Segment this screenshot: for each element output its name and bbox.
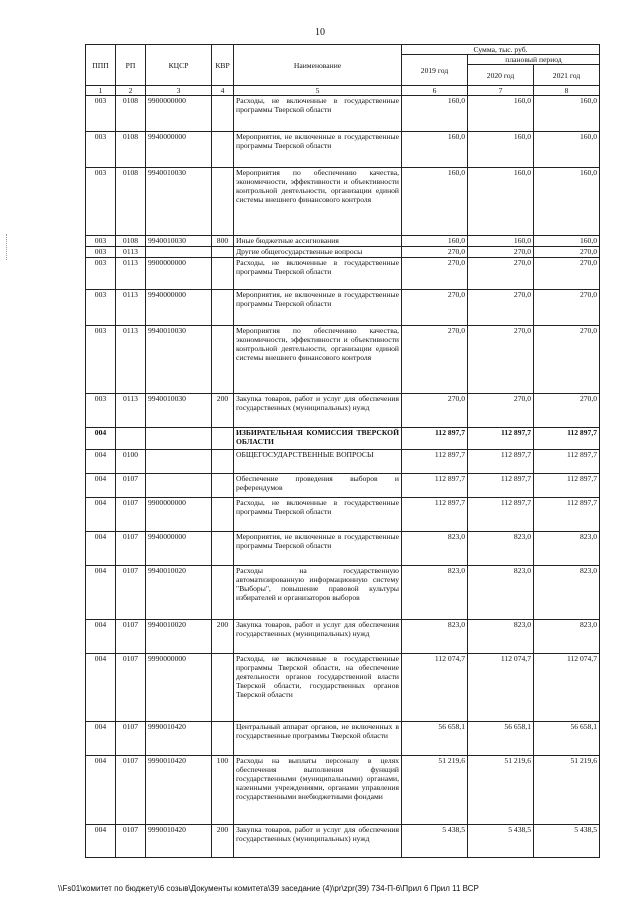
cell-ppp: 004 — [86, 654, 116, 722]
cell-kcsr: 9940010030 — [146, 236, 212, 247]
cell-kvr — [212, 96, 234, 132]
cell-kcsr: 9900000000 — [146, 498, 212, 532]
margin-mark — [6, 234, 8, 260]
cell-kvr — [212, 428, 234, 450]
table-row — [86, 450, 600, 474]
column-number: 6 — [402, 86, 468, 96]
cell-value-2019: 160,0 — [402, 96, 468, 132]
column-number: 2 — [116, 86, 146, 96]
cell-rp: 0108 — [116, 236, 146, 247]
cell-ppp: 004 — [86, 450, 116, 474]
header-kvr: КВР — [212, 45, 234, 86]
column-number: 7 — [468, 86, 534, 96]
cell-kcsr: 9940010020 — [146, 566, 212, 620]
cell-name: Иные бюджетные ассигнования — [234, 236, 402, 247]
table-row — [86, 566, 600, 620]
table-row — [86, 394, 600, 428]
cell-value-2020: 823,0 — [468, 620, 534, 654]
cell-name: Закупка товаров, работ и услуг для обеспечения государственных (муниципальных) нужд — [234, 620, 402, 654]
cell-value-2021: 112 897,7 — [534, 428, 600, 450]
cell-ppp: 004 — [86, 756, 116, 825]
cell-kvr: 200 — [212, 394, 234, 428]
cell-name: Расходы, не включенные в государственные программы Тверской области — [234, 258, 402, 290]
header-plan-period: плановый период — [468, 55, 600, 65]
cell-value-2019: 112 897,7 — [402, 450, 468, 474]
cell-kcsr: 9900000000 — [146, 258, 212, 290]
cell-value-2021: 270,0 — [534, 247, 600, 258]
cell-ppp: 003 — [86, 96, 116, 132]
cell-value-2020: 270,0 — [468, 326, 534, 394]
cell-rp: 0113 — [116, 247, 146, 258]
cell-rp: 0107 — [116, 474, 146, 498]
cell-value-2021: 112 074,7 — [534, 654, 600, 722]
cell-ppp: 004 — [86, 428, 116, 450]
cell-value-2021: 112 897,7 — [534, 474, 600, 498]
cell-kvr — [212, 450, 234, 474]
cell-ppp: 003 — [86, 236, 116, 247]
cell-value-2020: 56 658,1 — [468, 722, 534, 756]
header-year-2020: 2020 год — [468, 65, 534, 86]
cell-value-2019: 270,0 — [402, 326, 468, 394]
table-row — [86, 498, 600, 532]
cell-value-2020: 270,0 — [468, 290, 534, 326]
cell-value-2019: 160,0 — [402, 236, 468, 247]
cell-kcsr: 9940000000 — [146, 132, 212, 168]
cell-ppp: 004 — [86, 498, 116, 532]
column-number: 1 — [86, 86, 116, 96]
cell-value-2019: 270,0 — [402, 394, 468, 428]
cell-value-2019: 823,0 — [402, 620, 468, 654]
cell-rp: 0113 — [116, 326, 146, 394]
cell-kvr: 800 — [212, 236, 234, 247]
cell-value-2021: 112 897,7 — [534, 498, 600, 532]
cell-kvr — [212, 532, 234, 566]
cell-kcsr: 9940010030 — [146, 394, 212, 428]
cell-rp — [116, 428, 146, 450]
cell-value-2020: 160,0 — [468, 96, 534, 132]
cell-rp: 0107 — [116, 566, 146, 620]
cell-ppp: 004 — [86, 722, 116, 756]
cell-kcsr: 9990000000 — [146, 654, 212, 722]
cell-kvr — [212, 474, 234, 498]
header-sum: Сумма, тыс. руб. — [402, 45, 600, 55]
cell-value-2019: 112 897,7 — [402, 498, 468, 532]
cell-ppp: 004 — [86, 566, 116, 620]
column-number: 8 — [534, 86, 600, 96]
cell-value-2020: 112 897,7 — [468, 450, 534, 474]
table-row — [86, 654, 600, 722]
cell-name: Расходы, не включенные в государственные программы Тверской области — [234, 96, 402, 132]
cell-rp: 0107 — [116, 654, 146, 722]
cell-kcsr: 9940010030 — [146, 168, 212, 236]
cell-value-2019: 112 897,7 — [402, 474, 468, 498]
table-body — [86, 96, 600, 858]
cell-kvr — [212, 566, 234, 620]
cell-rp: 0107 — [116, 498, 146, 532]
cell-kcsr: 9900000000 — [146, 96, 212, 132]
cell-ppp: 003 — [86, 247, 116, 258]
cell-value-2020: 823,0 — [468, 532, 534, 566]
cell-kvr: 200 — [212, 620, 234, 654]
cell-value-2021: 160,0 — [534, 236, 600, 247]
header-rp: РП — [116, 45, 146, 86]
cell-kvr — [212, 247, 234, 258]
cell-rp: 0108 — [116, 96, 146, 132]
cell-name: Расходы, не включенные в государственные программы Тверской области, на обеспечение деятельности органов государственной власти Тверской области, государственных органов Тверской области — [234, 654, 402, 722]
column-number: 4 — [212, 86, 234, 96]
cell-value-2020: 160,0 — [468, 132, 534, 168]
header-year-2019: 2019 год — [402, 55, 468, 86]
table-row — [86, 474, 600, 498]
cell-value-2021: 112 897,7 — [534, 450, 600, 474]
cell-value-2020: 270,0 — [468, 258, 534, 290]
cell-rp: 0107 — [116, 532, 146, 566]
cell-kvr — [212, 654, 234, 722]
cell-rp: 0107 — [116, 620, 146, 654]
cell-value-2020: 270,0 — [468, 247, 534, 258]
page-number: 10 — [315, 27, 325, 38]
cell-name: Закупка товаров, работ и услуг для обеспечения государственных (муниципальных) нужд — [234, 825, 402, 858]
cell-rp: 0108 — [116, 168, 146, 236]
column-number: 3 — [146, 86, 212, 96]
cell-kvr: 100 — [212, 756, 234, 825]
cell-kvr: 200 — [212, 825, 234, 858]
cell-kcsr: 9990010420 — [146, 825, 212, 858]
cell-name: Расходы, не включенные в государственные программы Тверской области — [234, 498, 402, 532]
cell-kcsr: 9990010420 — [146, 722, 212, 756]
cell-rp: 0107 — [116, 756, 146, 825]
cell-value-2020: 5 438,5 — [468, 825, 534, 858]
cell-ppp: 003 — [86, 326, 116, 394]
cell-value-2021: 823,0 — [534, 532, 600, 566]
table-header — [86, 45, 600, 96]
file-path-footer: \\Fs01\комитет по бюджету\6 созыв\Документы комитета\39 заседание (4)\pr\zpr(39) 734-П-6\Прил 6 Прил 11 ВСР — [58, 884, 479, 893]
cell-value-2020: 160,0 — [468, 236, 534, 247]
cell-kcsr — [146, 247, 212, 258]
cell-value-2021: 270,0 — [534, 290, 600, 326]
cell-value-2021: 160,0 — [534, 96, 600, 132]
cell-rp: 0113 — [116, 258, 146, 290]
cell-value-2020: 112 074,7 — [468, 654, 534, 722]
cell-kcsr: 9940000000 — [146, 532, 212, 566]
budget-table — [85, 44, 600, 858]
cell-value-2019: 160,0 — [402, 168, 468, 236]
table-row — [86, 132, 600, 168]
cell-rp: 0113 — [116, 290, 146, 326]
cell-rp: 0113 — [116, 394, 146, 428]
table-row — [86, 756, 600, 825]
cell-rp: 0107 — [116, 825, 146, 858]
cell-value-2021: 823,0 — [534, 566, 600, 620]
table-row — [86, 168, 600, 236]
cell-ppp: 004 — [86, 620, 116, 654]
cell-value-2021: 160,0 — [534, 132, 600, 168]
table-row — [86, 825, 600, 858]
cell-value-2019: 823,0 — [402, 532, 468, 566]
cell-kvr — [212, 290, 234, 326]
cell-value-2019: 270,0 — [402, 247, 468, 258]
cell-rp: 0100 — [116, 450, 146, 474]
cell-value-2021: 160,0 — [534, 168, 600, 236]
table-row — [86, 326, 600, 394]
cell-name: Мероприятия, не включенные в государственные программы Тверской области — [234, 132, 402, 168]
cell-value-2020: 823,0 — [468, 566, 534, 620]
cell-value-2020: 112 897,7 — [468, 428, 534, 450]
cell-value-2020: 112 897,7 — [468, 474, 534, 498]
cell-value-2019: 112 074,7 — [402, 654, 468, 722]
column-number: 5 — [234, 86, 402, 96]
cell-value-2019: 160,0 — [402, 132, 468, 168]
cell-kvr — [212, 258, 234, 290]
cell-value-2019: 270,0 — [402, 290, 468, 326]
cell-name: Мероприятия по обеспечению качества, экономичности, эффективности и объективности контрольной деятельности, организации единой системы внешнего финансового контроля — [234, 326, 402, 394]
cell-ppp: 003 — [86, 132, 116, 168]
cell-value-2020: 51 219,6 — [468, 756, 534, 825]
cell-name: Расходы на государственную автоматизированную информационную систему "Выборы", повышение правовой культуры избирателей и организаторов выборов — [234, 566, 402, 620]
header-ppp: ППП — [86, 45, 116, 86]
table-row — [86, 290, 600, 326]
cell-value-2019: 270,0 — [402, 258, 468, 290]
table-row — [86, 258, 600, 290]
cell-kcsr: 9940010030 — [146, 326, 212, 394]
cell-ppp: 003 — [86, 290, 116, 326]
cell-ppp: 003 — [86, 168, 116, 236]
cell-kcsr: 9940010020 — [146, 620, 212, 654]
cell-value-2021: 823,0 — [534, 620, 600, 654]
cell-value-2021: 56 658,1 — [534, 722, 600, 756]
cell-name: Мероприятия, не включенные в государственные программы Тверской области — [234, 532, 402, 566]
cell-kvr — [212, 498, 234, 532]
cell-value-2020: 112 897,7 — [468, 498, 534, 532]
table-row — [86, 247, 600, 258]
cell-value-2021: 270,0 — [534, 258, 600, 290]
cell-value-2019: 56 658,1 — [402, 722, 468, 756]
cell-value-2019: 51 219,6 — [402, 756, 468, 825]
header-year-2021: 2021 год — [534, 65, 600, 86]
cell-kvr — [212, 326, 234, 394]
cell-ppp: 004 — [86, 532, 116, 566]
cell-name: Закупка товаров, работ и услуг для обеспечения государственных (муниципальных) нужд — [234, 394, 402, 428]
table-row — [86, 722, 600, 756]
cell-ppp: 003 — [86, 394, 116, 428]
cell-rp: 0108 — [116, 132, 146, 168]
header-kcsr: КЦСР — [146, 45, 212, 86]
cell-value-2021: 51 219,6 — [534, 756, 600, 825]
cell-kvr — [212, 722, 234, 756]
cell-kcsr — [146, 428, 212, 450]
cell-name: Мероприятия, не включенные в государственные программы Тверской области — [234, 290, 402, 326]
cell-kcsr — [146, 474, 212, 498]
cell-name: Другие общегосударственные вопросы — [234, 247, 402, 258]
cell-name: Расходы на выплаты персоналу в целях обеспечения выполнения функций государственными (муниципальными) органами, казенными учреждениями, органами управления государственными внебюджетными фондами — [234, 756, 402, 825]
cell-kcsr: 9990010420 — [146, 756, 212, 825]
cell-ppp: 004 — [86, 474, 116, 498]
table-row — [86, 96, 600, 132]
column-number-row — [86, 86, 600, 96]
table-row — [86, 236, 600, 247]
cell-name: ОБЩЕГОСУДАРСТВЕННЫЕ ВОПРОСЫ — [234, 450, 402, 474]
cell-value-2019: 5 438,5 — [402, 825, 468, 858]
cell-ppp: 003 — [86, 258, 116, 290]
cell-kvr — [212, 132, 234, 168]
cell-value-2021: 270,0 — [534, 326, 600, 394]
cell-value-2020: 160,0 — [468, 168, 534, 236]
cell-kcsr: 9940000000 — [146, 290, 212, 326]
cell-value-2020: 270,0 — [468, 394, 534, 428]
cell-name: Мероприятия по обеспечению качества, экономичности, эффективности и объективности контрольной деятельности, организации единой системы внешнего финансового контроля — [234, 168, 402, 236]
table-row — [86, 428, 600, 450]
cell-name: ИЗБИРАТЕЛЬНАЯ КОМИССИЯ ТВЕРСКОЙ ОБЛАСТИ — [234, 428, 402, 450]
table-row — [86, 532, 600, 566]
cell-ppp: 004 — [86, 825, 116, 858]
cell-name: Обеспечение проведения выборов и референдумов — [234, 474, 402, 498]
cell-value-2021: 270,0 — [534, 394, 600, 428]
cell-rp: 0107 — [116, 722, 146, 756]
cell-kcsr — [146, 450, 212, 474]
cell-kvr — [212, 168, 234, 236]
cell-value-2021: 5 438,5 — [534, 825, 600, 858]
header-name: Наименование — [234, 45, 402, 86]
cell-value-2019: 823,0 — [402, 566, 468, 620]
table-row — [86, 620, 600, 654]
cell-name: Центральный аппарат органов, не включенных в государственные программы Тверской области — [234, 722, 402, 756]
cell-value-2019: 112 897,7 — [402, 428, 468, 450]
